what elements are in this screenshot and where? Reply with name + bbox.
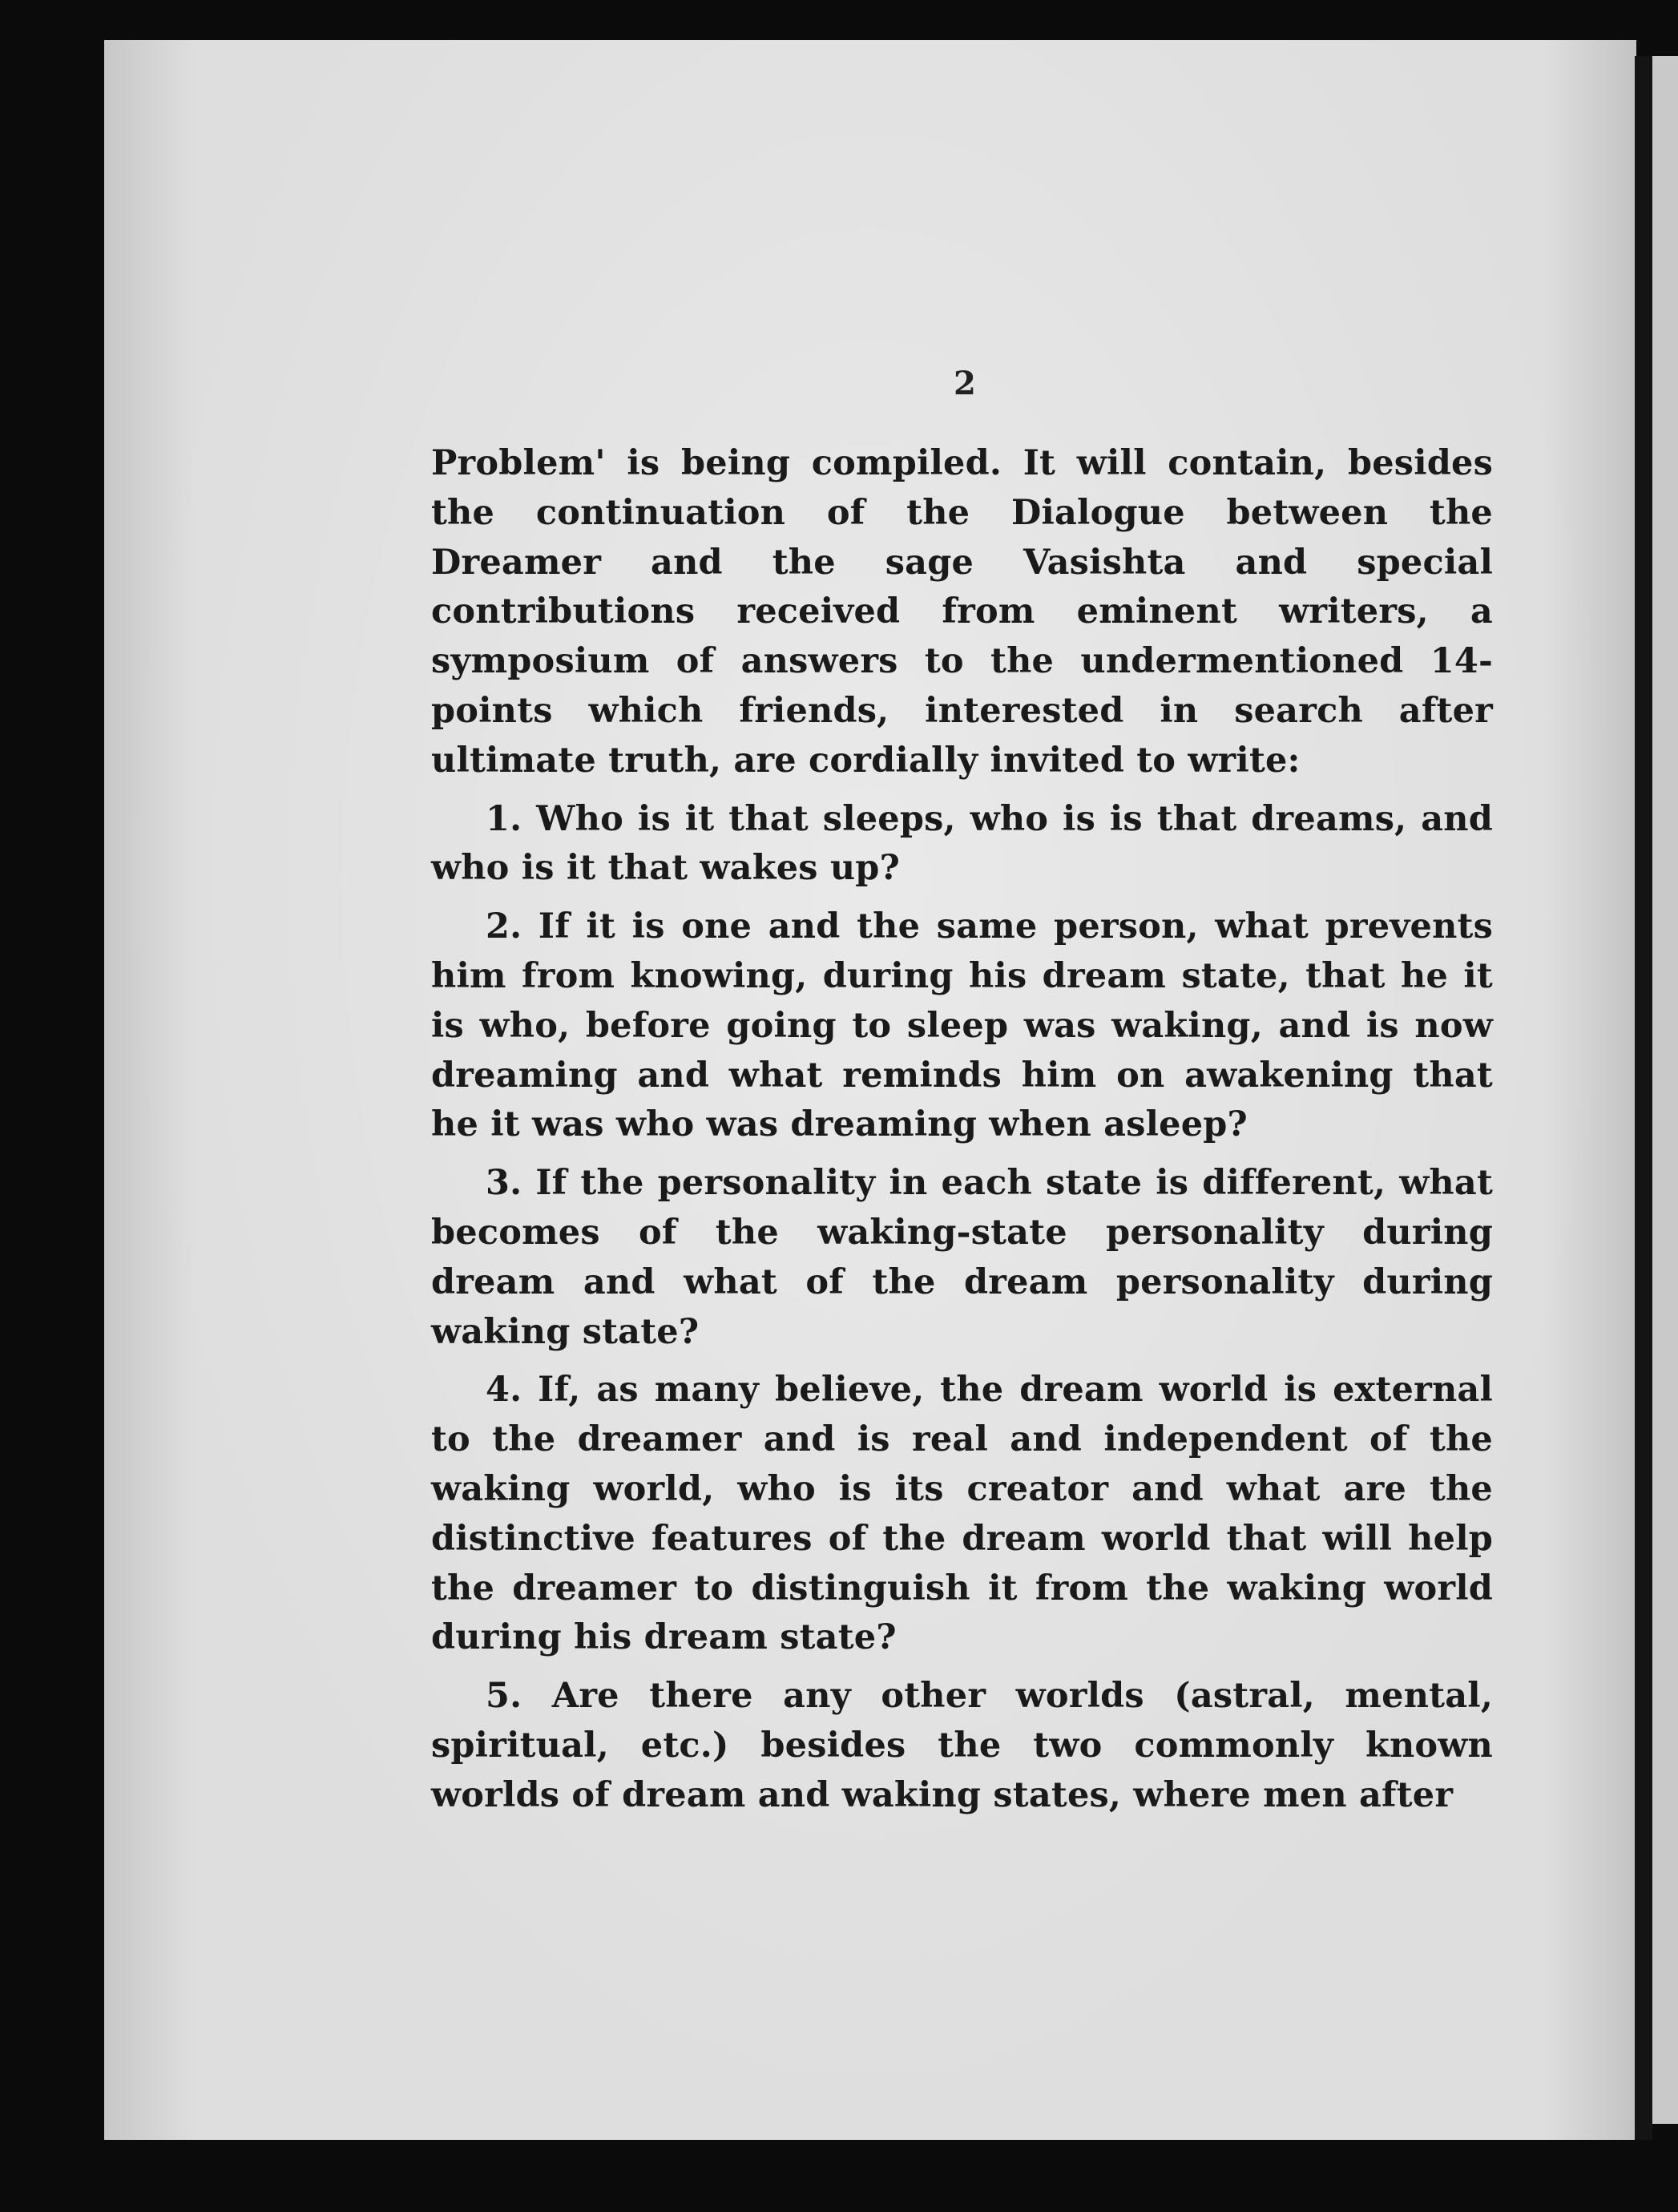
question-5: 5. Are there any other worlds (astral, mental, spiritual, etc.) besides the two commonly known worlds of dream and waking states, where men after bbox=[431, 1676, 1493, 1815]
intro-paragraph: Problem' is being compiled. It will contain, besides the continuation of the Dialogue between the Dreamer and the sage Vasishta and special contributions received from eminent writers, a symposium of answers to the undermentioned 14-points which friends, interested in search after ultimate truth, are cordially invited to write: bbox=[431, 443, 1493, 781]
question-1: 1. Who is it that sleeps, who is is that dreams, and who is it that wakes up? bbox=[431, 798, 1493, 889]
page-edge-shadow bbox=[1635, 56, 1652, 2140]
page-number: 2 bbox=[954, 365, 976, 402]
question-3: 3. If the personality in each state is different, what becomes of the waking-state personality during dream and what of the dream personality during waking state? bbox=[431, 1163, 1493, 1352]
question-2: 2. If it is one and the same person, what prevents him from knowing, during his dream state, that he it is who, before going to sleep was waking, and is now dreaming and what reminds him on awakening that he it was who was dreaming when asleep? bbox=[431, 906, 1493, 1145]
body-text bbox=[431, 439, 1493, 1830]
adjacent-page-strip bbox=[1652, 56, 1678, 2124]
question-4: 4. If, as many believe, the dream world is external to the dreamer and is real and independent of the waking world, who is its creator and what are the distinctive features of the dream world that will help the dreamer to distinguish it from the waking world during his dream state? bbox=[431, 1370, 1493, 1658]
